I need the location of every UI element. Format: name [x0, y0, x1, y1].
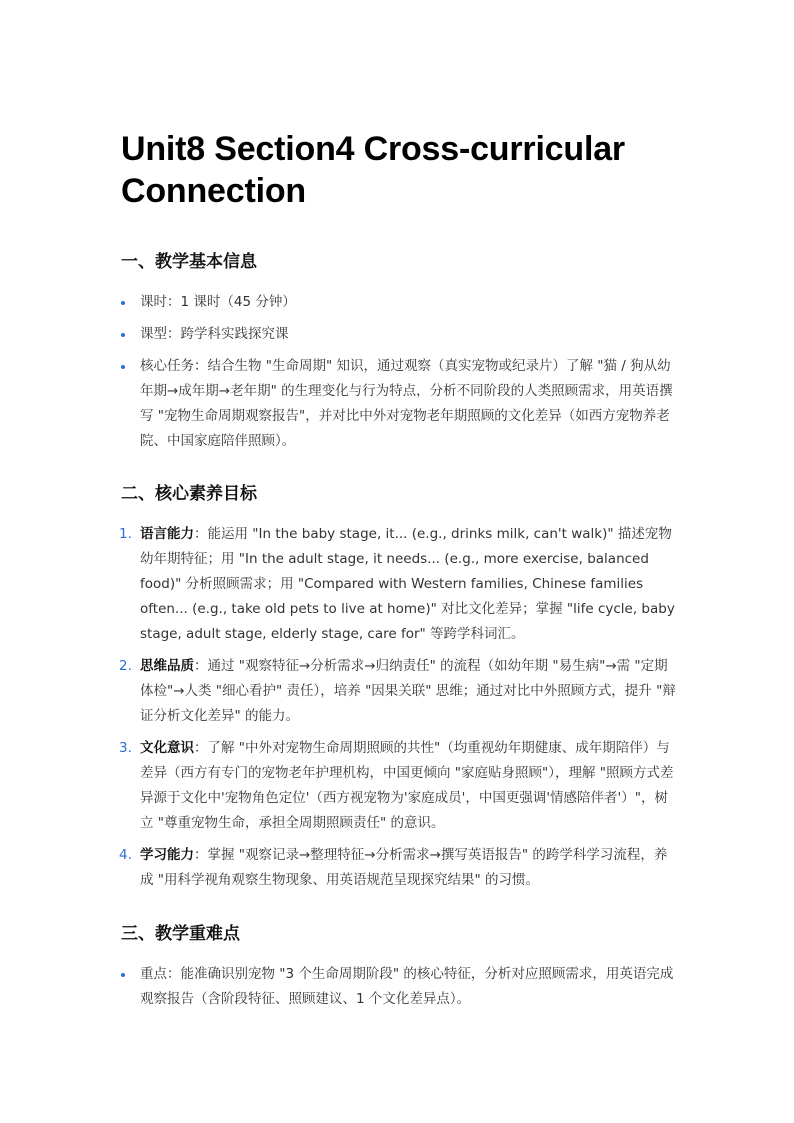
list-item-text: ：能运用 "In the baby stage, it... (e.g., drinks milk, can't walk)" 描述宠物幼年期特征；用 "In the adult stage, it needs... (e.g., more exercise, balanced food)" 分析照顾需求；用 "Compared with Western families, Chinese families often... (e.g., take old pets to live at home)" 对比文化差异；掌握 "life cycle, baby stage, adult stage, elderly stage, care for" 等跨学科词汇。: [140, 526, 675, 642]
list-item-label: 学习能力: [140, 847, 194, 863]
list-item-text: 核心任务：结合生物 "生命周期" 知识，通过观察（真实宠物或纪录片）了解 "猫 / 狗从幼年期→成年期→老年期" 的生理变化与行为特点，分析不同阶段的人类照顾需求，用英语撰写 "宠物生命周期观察报告"，并对比中外对宠物老年期照顾的文化差异（如西方宠物养老院、中国家庭陪伴照顾）。: [140, 358, 673, 449]
list-item-text: ：掌握 "观察记录→整理特征→分析需求→撰写英语报告" 的跨学科学习流程，养成 "用科学视角观察生物现象、用英语规范呈现探究结果" 的习惯。: [140, 847, 668, 888]
bullet-icon: [121, 333, 125, 337]
core-goals-list: [121, 522, 676, 900]
list-item-text: 重点：能准确识别宠物 "3 个生命周期阶段" 的核心特征，分析对应照顾需求，用英语完成观察报告（含阶段特征、照顾建议、1 个文化差异点）。: [140, 966, 674, 1007]
list-item: [121, 736, 676, 836]
list-item: [121, 962, 676, 1012]
list-number: 4.: [119, 847, 132, 863]
list-number: 2.: [119, 658, 132, 674]
key-points-list: [121, 962, 676, 1012]
list-item-text: 课时：1 课时（45 分钟）: [140, 294, 296, 310]
bullet-icon: [121, 973, 125, 977]
list-item-text: 课型：跨学科实践探究课: [140, 326, 289, 342]
list-item: [121, 522, 676, 647]
list-number: 1.: [119, 526, 132, 542]
section-heading-core-goals: 二、核心素养目标: [121, 484, 257, 504]
list-item-label: 语言能力: [140, 526, 194, 542]
list-item-text: ：通过 "观察特征→分析需求→归纳责任" 的流程（如幼年期 "易生病"→需 "定期体检"→人类 "细心看护" 责任），培养 "因果关联" 思维；通过对比中外照顾方式，提升 "辩证分析文化差异" 的能力。: [140, 658, 676, 724]
section-heading-basic-info: 一、教学基本信息: [121, 252, 257, 272]
bullet-icon: [121, 301, 125, 305]
list-item-label: 思维品质: [140, 658, 194, 674]
document-title: Unit8 Section4 Cross-curricular Connection: [121, 130, 625, 210]
bullet-icon: [121, 365, 125, 369]
list-item: [121, 843, 676, 893]
list-item: [121, 290, 676, 315]
list-item: [121, 654, 676, 729]
basic-info-list: [121, 290, 676, 461]
section-heading-key-points: 三、教学重难点: [121, 924, 240, 944]
list-item-text: ：了解 "中外对宠物生命周期照顾的共性"（均重视幼年期健康、成年期陪伴）与差异（西方有专门的宠物老年护理机构，中国更倾向 "家庭贴身照顾"），理解 "照顾方式差异源于文化中'宠物角色定位'（西方视宠物为'家庭成员'，中国更强调'情感陪伴者'）"，树立 "尊重宠物生命，承担全周期照顾责任" 的意识。: [140, 740, 674, 831]
document-page: [119, 128, 676, 1007]
list-item: [121, 322, 676, 347]
list-number: 3.: [119, 740, 132, 756]
list-item-label: 文化意识: [140, 740, 194, 756]
list-item: [121, 354, 676, 454]
